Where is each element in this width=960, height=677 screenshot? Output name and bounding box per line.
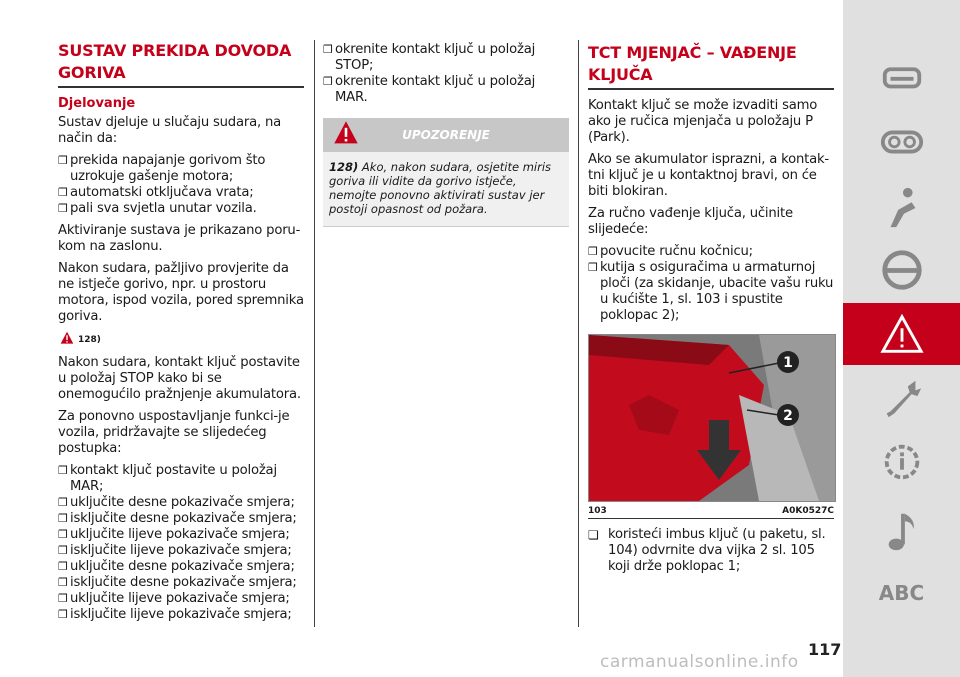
list-item: ❒ uključite lijeve pokazivače smjera; [58,527,304,543]
column-right [588,42,834,575]
column-left [58,40,304,629]
sidebar-seat-icon[interactable] [843,175,960,240]
column-divider [314,40,315,627]
warning-number: 128) [329,160,359,174]
callout-1: 1 [783,355,793,371]
paragraph: Kontakt ključ se može izvaditi samo ako je ručica mjenjača u položaju P (Park). [588,98,818,145]
bullet-list [58,153,304,217]
list-item: ❒ uključite desne pokazivače smjera; [58,495,304,511]
figure-number: 103 [588,506,607,516]
list-item: ❒ automatski otključava vrata; [58,185,304,201]
warning-box-title: UPOZORENJE [402,128,490,142]
callout-2: 2 [783,408,793,424]
sidebar-technical-data-icon[interactable] [843,432,960,492]
list-item: ❒ okrenite kontakt ključ u položaj MAR. [323,74,569,106]
chapter-sidebar [843,0,960,677]
sidebar-steering-icon[interactable] [843,240,960,300]
sidebar-warning-icon-active[interactable] [843,303,960,365]
list-item: ❒ isključite desne pokazivače smjera; [58,575,304,591]
sidebar-index[interactable] [843,570,960,615]
steering-wheel-icon [879,247,925,293]
warning-box-header [323,118,569,152]
bullet-list [323,42,569,106]
checkbox-bullet-icon: ❏ [588,528,599,542]
warning-triangle-icon [879,311,925,357]
paragraph: Nakon sudara, kontakt ključ postavite u položaj STOP kako bi se onemogućilo pražnjenje akumulatora. [58,355,301,402]
paragraph: Nakon sudara, pažljivo provjerite da ne istječe gorivo, npr. u prostoru motora, ispod vozila, pored spremnika goriva. [58,261,304,324]
subheading-operation: Djelovanje [58,96,136,111]
list-item: ❒ okrenite kontakt ključ u položaj STOP; [323,42,569,74]
list-item: ❒ prekida napajanje gorivom što uzrokuje gašenje motora; [58,153,304,185]
list-item: ❒ isključite desne pokazivače smjera; [58,511,304,527]
index-abc-label: ABC [878,580,925,605]
car-icon [879,52,925,98]
column-middle [323,42,569,227]
sidebar-wrench-icon[interactable] [843,368,960,428]
bullet-list [58,463,304,623]
warning-reference-number: 128) [78,335,101,345]
step-text: koristeći imbus ključ (u paketu, sl. 104) odvrnite dva vijka 2 sl. 105 koji drže poklopac 1; [608,527,826,574]
figure-code: A0K0527C [782,506,834,516]
watermark: carmanualsonline.info [600,652,799,672]
list-item: ❒ kontakt ključ postavite u položaj MAR; [58,463,304,495]
paragraph: Aktiviranje sustava je prikazano poru-kom na zaslonu. [58,223,301,254]
figure-caption [588,502,834,519]
sidebar-car-icon[interactable] [843,45,960,105]
paragraph: Za ponovno uspostavljanje funkci-je vozila, pridržavajte se slijedećeg postupka: [58,409,290,456]
seatbelt-icon [879,185,925,231]
figure-fuse-box-photo [588,334,836,502]
bullet-list [588,244,834,324]
fuse-box-illustration [589,335,835,501]
list-item: ❒ uključite desne pokazivače smjera; [58,559,304,575]
warning-triangle-icon [60,331,74,345]
list-item: ❒ kutija s osiguračima u armaturnoj ploči (za skidanje, ubacite vašu ruku u kućište 1, sl. 103 i spustite poklopac 2); [588,260,834,324]
paragraph: Ako se akumulator isprazni, a kontak-tni ključ je u kontaktnoj bravi, on će biti blokiran. [588,152,829,199]
list-item: ❒ uključite lijeve pokazivače smjera; [58,591,304,607]
list-item [588,527,834,575]
list-item: ❒ isključite lijeve pokazivače smjera; [58,607,304,623]
sidebar-multimedia-icon[interactable] [843,500,960,562]
warning-text: Ako, nakon sudara, osjetite miris goriva ili vidite da gorivo istječe, nemojte ponovno aktivirati sustav jer postoji opasnost od požara. [329,160,552,216]
column-divider [578,40,579,627]
page-number: 117 [808,640,842,659]
list-item: ❒ pali sva svjetla unutar vozila. [58,201,304,217]
dashboard-icon [879,119,925,165]
paragraph: Za ručno vađenje ključa, učinite slijedeće: [588,206,793,237]
warning-reference [60,331,304,345]
wrench-icon [879,375,925,421]
list-item: ❒ isključite lijeve pokazivače smjera; [58,543,304,559]
list-item: ❒ povucite ručnu kočnicu; [588,244,834,260]
gear-info-icon [879,439,925,485]
warning-box-body [323,152,569,226]
music-note-icon [879,508,925,554]
section-title-fuel-cutoff: SUSTAV PREKIDA DOVODA GORIVA [58,40,304,88]
warning-box [323,118,569,227]
paragraph: Sustav djeluje u slučaju sudara, na način da: [58,115,281,146]
section-title-tct-key: TCT MJENJAČ – VAĐENJE KLJUČA [588,42,834,90]
sidebar-dashboard-icon[interactable] [843,112,960,172]
